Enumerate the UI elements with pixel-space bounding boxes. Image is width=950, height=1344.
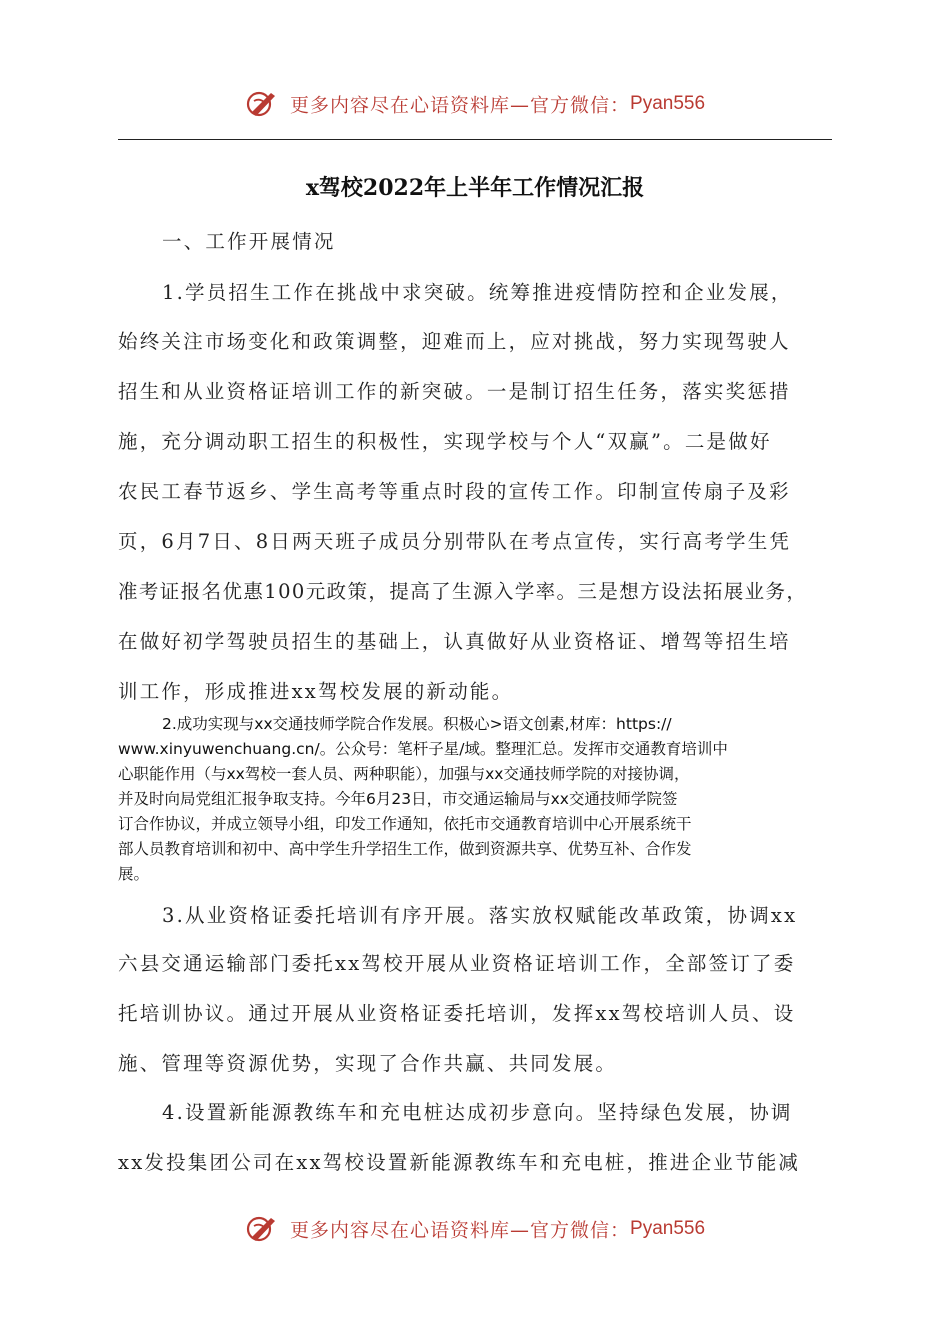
para2-line: 2.成功实现与xx交通技师学院合作发展。积极心>语文创素,材库：https:// [162, 715, 672, 733]
para2-line: 展。 [118, 865, 150, 883]
header-divider [118, 139, 832, 140]
para1-line: 施，充分调动职工招生的积极性，实现学校与个人“双赢”。二是做好 [118, 430, 772, 453]
header-banner-wechat-id: Pyan556 [630, 93, 706, 114]
para2-line: 部人员教育培训和初中、高中学生升学招生工作，做到资源共享、优势互补、合作发 [118, 840, 692, 858]
para1-line: 1.学员招生工作在挑战中求突破。统筹推进疫情防控和企业发展， [162, 281, 793, 304]
para3-line: 托培训协议。通过开展从业资格证委托培训，发挥xx驾校培训人员、设 [118, 1002, 796, 1025]
para4-line: 4.设置新能源教练车和充电桩达成初步意向。坚持绿色发展，协调 [162, 1101, 793, 1124]
para2-line: 并及时向局党组汇报争取支持。今年6月23日，市交通运输局与xx交通技师学院签 [118, 790, 678, 808]
para3-line: 3.从业资格证委托培训有序开展。落实放权赋能改革政策，协调xx [162, 904, 798, 927]
paragraph-2 [118, 712, 836, 887]
section-heading: 一、工作开展情况 [162, 230, 336, 253]
footer-banner-text: 更多内容尽在心语资料库—官方微信： [290, 1219, 631, 1242]
footer-banner [0, 1214, 950, 1244]
para1-line: 在做好初学驾驶员招生的基础上，认真做好从业资格证、增驾等招生培 [118, 630, 791, 653]
pen-logo-icon [245, 89, 279, 119]
para1-line: 训工作，形成推进xx驾校发展的新动能。 [118, 680, 514, 703]
document-title: x驾校2022年上半年工作情况汇报 [305, 175, 645, 201]
para1-line: 准考证报名优惠100元政策，提高了生源入学率。三是想方设法拓展业务， [118, 580, 808, 603]
para1-line: 始终关注市场变化和政策调整，迎难而上，应对挑战，努力实现驾驶人 [118, 330, 791, 353]
pen-logo-icon [245, 1214, 279, 1244]
para2-line: 心职能作用（与xx驾校一套人员、两种职能），加强与xx交通技师学院的对接协调， [118, 765, 690, 783]
para1-line: 招生和从业资格证培训工作的新突破。一是制订招生任务，落实奖惩措 [118, 380, 791, 403]
para2-line: www.xinyuwenchuang.cn/。公众号：笔杆子星/域。整理汇总。发挥市交通教育培训中 [118, 740, 728, 758]
para1-line: 页，6月7日、8日两天班子成员分别带队在考点宣传，实行高考学生凭 [118, 530, 792, 553]
para3-line: 施、管理等资源优势，实现了合作共赢、共同发展。 [118, 1052, 618, 1075]
header-banner [0, 89, 950, 119]
para3-line: 六县交通运输部门委托xx驾校开展从业资格证培训工作，全部签订了委 [118, 952, 796, 975]
para1-line: 农民工春节返乡、学生高考等重点时段的宣传工作。印制宣传扇子及彩 [118, 480, 791, 503]
para2-line: 订合作协议，并成立领导小组，印发工作通知，依托市交通教育培训中心开展系统干 [118, 815, 692, 833]
para4-line: xx发投集团公司在xx驾校设置新能源教练车和充电桩，推进企业节能减 [118, 1151, 801, 1174]
footer-banner-wechat-id: Pyan556 [630, 1218, 706, 1239]
header-banner-text: 更多内容尽在心语资料库—官方微信： [290, 94, 631, 117]
